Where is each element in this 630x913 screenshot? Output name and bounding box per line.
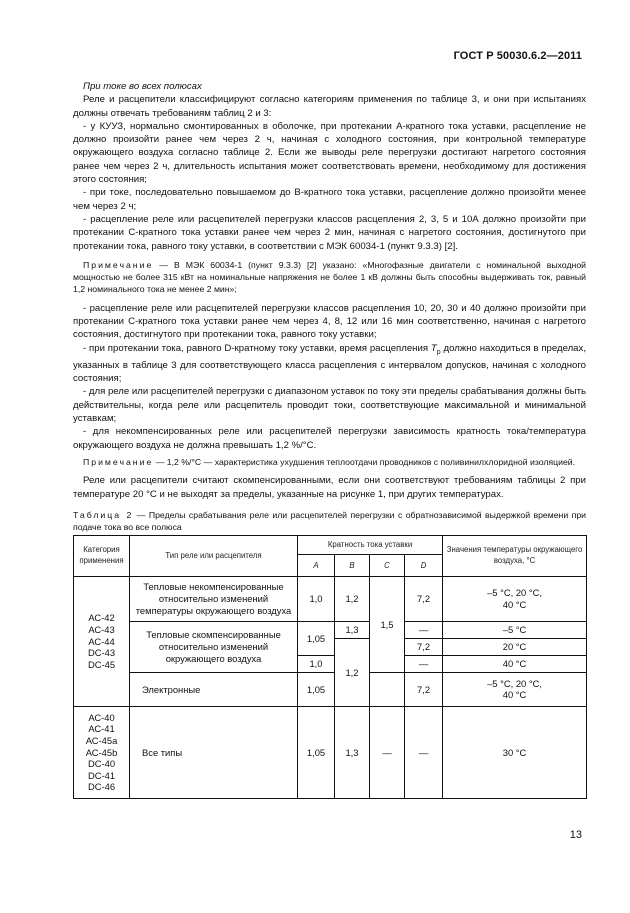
- value-d: 7,2: [405, 638, 443, 655]
- header-relay-type: Тип реле или расцепителя: [130, 535, 298, 576]
- document-id: ГОСТ Р 50030.6.2—2011: [453, 50, 582, 62]
- paragraph-setting-range: - для реле или расцепителей перегрузки с диапазоном уставок по току эти пределы срабатывания должны быть действительны, когда реле или расцепитель проводит токи, соответствующие максимальной и минимальной уставкам;: [73, 386, 586, 425]
- value-a: 1,05: [298, 706, 335, 798]
- category-code: АС-42: [88, 612, 115, 624]
- type-thermal-uncompensated: Тепловые некомпенсированные относительно изменений температуры окружающего воздуха: [130, 576, 298, 621]
- value-d: 7,2: [405, 576, 443, 621]
- value-a: 1,0: [298, 655, 335, 672]
- type-thermal-compensated: Тепловые скомпенсированные относительно изменений окружающего воздуха: [130, 621, 298, 672]
- paragraph-kuuz-a-current: - у КУУЗ, нормально смонтированных в оболочке, при протекании А-кратного тока уставки, расцепление не должно произойти ранее чем через 2 ч, начиная с холодного состояния, при контрольной температуре окружающего воздуха согласно таблице 2. Если же выводы реле перегрузки достигают нагретого состояния ранее чем через 2 ч, длительность испытания может соответствовать времени, необходимому для достижения этого состояния;: [73, 120, 586, 186]
- value-a: 1,05: [298, 672, 335, 706]
- value-temperature: [443, 576, 587, 621]
- note-pvc-insulation: [73, 456, 586, 468]
- value-d: 7,2: [405, 672, 443, 706]
- category-code: АС-40: [88, 711, 115, 723]
- value-a: 1,05: [298, 621, 335, 655]
- value-a: 1,0: [298, 576, 335, 621]
- category-code: DC-41: [87, 769, 116, 781]
- value-temperature: 40 °С: [443, 655, 587, 672]
- value-d: —: [405, 706, 443, 798]
- category-code: DC-43: [87, 647, 116, 659]
- paragraph-classes-2-10a: - расцепление реле или расцепителей перегрузки классов расцепления 2, 3, 5 и 10А должно произойти при протекании С-кратного тока уставки ранее чем через 2 мин, начиная с нагретого состояния, достигнутого при протекании тока, равного току уставки, в соответствии с МЭК 60034-1 (пункт 9.3.3) [2].: [73, 213, 586, 252]
- note-label: Примечание: [83, 259, 154, 270]
- temp-line: 40 °С: [502, 689, 527, 701]
- type-all: Все типы: [130, 706, 298, 798]
- value-c-empty: [370, 672, 405, 706]
- header-col-b: B: [335, 554, 370, 576]
- category-cell-group1: [74, 576, 130, 706]
- paragraph-uncompensated: - для некомпенсированных реле или расцепителей перегрузки зависимость кратность тока/температура окружающего воздуха не должна превышать 1,2 %/°С.: [73, 426, 586, 451]
- value-b: 1,2: [335, 576, 370, 621]
- header-col-c: C: [370, 554, 405, 576]
- category-code: DC-40: [87, 758, 116, 770]
- category-code: DC-46: [87, 781, 116, 793]
- note-iec-60034: [73, 259, 586, 296]
- table-trip-limits: [73, 535, 587, 799]
- category-code: АС-44: [88, 635, 115, 647]
- text-segment: должно находиться в пределах, указанных в таблице 3 для соответствующего класса расцепления с интервалом допусков, начиная с холодного состояния;: [73, 342, 586, 385]
- value-c: 1,5: [370, 576, 405, 672]
- value-b: 1,3: [335, 706, 370, 798]
- note-text: — В МЭК 60034-1 (пункт 9.3.3) [2] указано: «Многофазные двигатели с номинальной выходной мощностью не более 315 кВт на номинальные напряжения не более 1 кВ должны быть способны выдерживать ток, равный 1,2 номинального тока не менее 2 мин»;: [73, 259, 586, 295]
- trip-time-subscript: p: [436, 348, 441, 356]
- header-col-d: D: [405, 554, 443, 576]
- category-code: АС-41: [88, 723, 115, 735]
- category-code: АС-45b: [85, 746, 118, 758]
- value-temperature: [443, 672, 587, 706]
- paragraph-compensated: Реле или расцепители считают скомпенсированными, если они соответствуют требованиям таблицы 2 при температуре 20 °С и не выходят за пределы, указанные на рисунке 1, при других температурах.: [73, 475, 586, 500]
- table-caption-text: — Пределы срабатывания реле или расцепителей перегрузки с обратнозависимой выдержкой времени при подаче тока во все полюса: [73, 509, 587, 532]
- text-segment: - при протекании тока, равного D-кратному току уставки, время расцепления: [83, 342, 431, 354]
- section-subheading: При токе во всех полюсах: [83, 81, 202, 92]
- paragraph-b-current: - при токе, последовательно повышаемом до В-кратного тока уставки, расцепление должно произойти менее чем через 2 ч;: [73, 187, 586, 212]
- page-content: [73, 80, 586, 799]
- category-code: АС-45а: [85, 734, 118, 746]
- value-temperature: 30 °С: [443, 706, 587, 798]
- value-b: 1,3: [335, 621, 370, 638]
- category-code: DC-45: [87, 658, 116, 670]
- paragraph-d-current: [73, 342, 586, 386]
- temp-line: –5 °С, 20 °С,: [487, 587, 542, 599]
- value-b: 1,2: [335, 638, 370, 706]
- header-current-multiplicity: Кратность тока уставки: [298, 535, 443, 554]
- category-cell-group2: [74, 706, 130, 798]
- header-category: Категория применения: [74, 535, 130, 576]
- value-temperature: –5 °С: [443, 621, 587, 638]
- value-temperature: 20 °С: [443, 638, 587, 655]
- table-caption-label: Таблица 2: [73, 509, 134, 520]
- category-code: АС-43: [88, 623, 115, 635]
- type-electronic: Электронные: [130, 672, 298, 706]
- paragraph-classification: Реле и расцепители классифицируют согласно категориям применения по таблице 3, и они при испытаниях должны отвечать требованиям таблиц 2 и 3:: [73, 94, 586, 119]
- header-col-a: A: [298, 554, 335, 576]
- note-label: Примечание: [83, 456, 154, 467]
- header-ambient-temperature: Значения температуры окружающего воздуха, °С: [443, 535, 587, 576]
- temp-line: –5 °С, 20 °С,: [487, 677, 542, 689]
- page-number: 13: [569, 829, 582, 841]
- value-d: —: [405, 655, 443, 672]
- paragraph-classes-10-40: - расцепление реле или расцепителей перегрузки классов расцепления 10, 20, 30 и 40 должно произойти при протекании С-кратного тока уставки ранее чем через 4, 8, 12 или 16 мин соответственно, начиная с нагретого состояния, достигнутого при протекании тока, равного току уставки;: [73, 302, 586, 341]
- value-c: —: [370, 706, 405, 798]
- trip-time-symbol: T: [430, 342, 437, 354]
- value-d: —: [405, 621, 443, 638]
- note-text: — 1,2 %/°С — характеристика ухудшения теплоотдачи проводников с поливинилхлоридной изоляцией.: [153, 456, 576, 467]
- temp-line: 40 °С: [502, 598, 527, 610]
- table-caption: [73, 509, 586, 533]
